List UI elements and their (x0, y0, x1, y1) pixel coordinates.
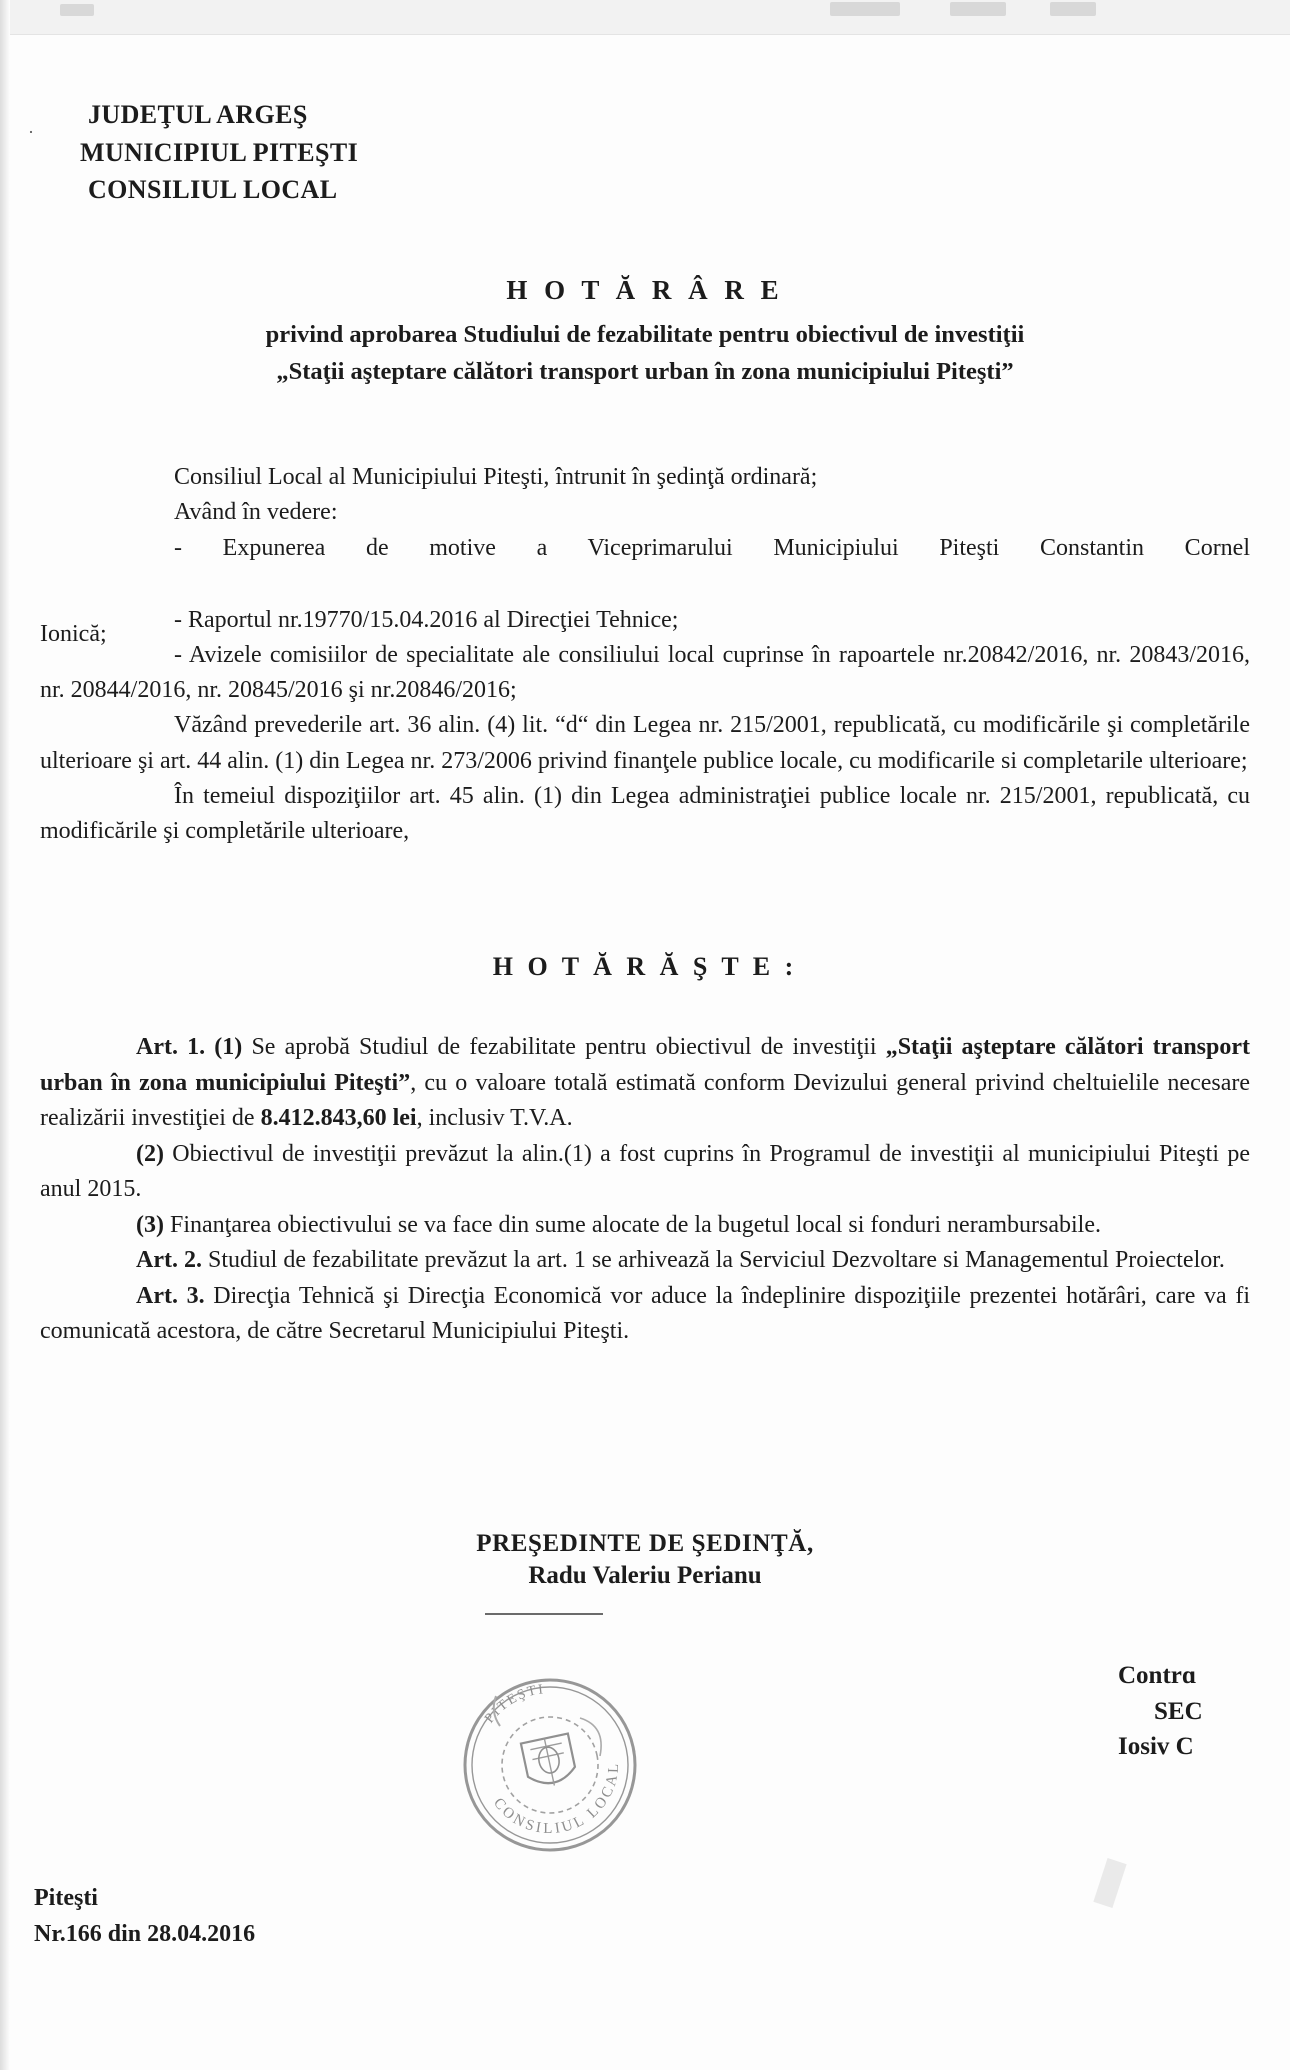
svg-text:CONSILIUL LOCAL: CONSILIUL LOCAL (489, 1760, 623, 1838)
scan-artifact (950, 2, 1006, 16)
scan-top-edge (0, 0, 1290, 35)
article-1-text-b: , cu o valoare totală estimată conform Devizului general privind cheltuielile necesare realizării investiţiei de (40, 1069, 1251, 1132)
header-county: JUDEŢUL ARGEŞ (88, 100, 308, 129)
preamble-paragraph-5: - Avizele comisiilor de specialitate ale consiliului local cuprinse în rapoartele nr.20842/2016, nr. 20843/2016, nr. 20844/2016, nr. 20845/2016 şi nr.20846/2016; (40, 641, 1250, 704)
header-council: CONSILIUL LOCAL (88, 175, 338, 205)
signature-strikethrough-mark (485, 1613, 603, 1615)
official-stamp (430, 1660, 670, 1870)
title-block (0, 275, 1290, 391)
article-3 (40, 1279, 1250, 1350)
document-title: H O T Ă R Â R E (506, 275, 784, 305)
signature-block (0, 1530, 1290, 1590)
article-1 (40, 1030, 1250, 1137)
preamble-paragraph-6: Văzând prevederile art. 36 alin. (4) lit. “d“ din Legea nr. 215/2001, republicată, cu modificările şi completările ulterioare şi art. 44 alin. (1) din Legea nr. 273/2006 privind finanţele publice locale, cu modificarile si completarile ulterioare; (40, 712, 1250, 774)
article-1-para-2-label: (2) (136, 1140, 164, 1167)
article-1-para-3 (40, 1208, 1250, 1244)
document-subtitle (0, 317, 1290, 391)
margin-tick-mark: · (28, 122, 34, 142)
article-1-para-3-label: (3) (136, 1211, 164, 1238)
footer-city: Piteşti (34, 1885, 98, 1911)
preamble-section (40, 460, 1250, 849)
article-3-text: Direcţia Tehnică şi Direcţia Economică vor aduce la îndeplinire dispoziţiile prezentei hotărâri, care va fi comunicată acestora, de către Secretarul Municipiului Piteşti. (40, 1282, 1250, 1345)
article-1-label: Art. 1. (1) (136, 1034, 243, 1060)
preamble-paragraph-7: În temeiul dispoziţiilor art. 45 alin. (1) din Legea administraţiei publice locale nr. 215/2001, republicată, cu modificările şi completările ulterioare, (40, 782, 1250, 845)
scan-artifact (1050, 2, 1096, 16)
svg-text:PITEŞTI: PITEŞTI (482, 1682, 546, 1727)
header-municipality: MUNICIPIUL PITEŞTI (80, 137, 359, 167)
subtitle-line-1: privind aprobarea Studiului de fezabilitate pentru obiectivul de investiţii (265, 321, 1025, 348)
footer-number: Nr.166 din 28.04.2016 (34, 1921, 256, 1947)
article-2-label: Art. 2. (136, 1247, 202, 1274)
countersignature-line-3: Iosiv C (1118, 1733, 1194, 1760)
article-1-para-3-text: Finanţarea obiectivului se va face din sume alocate de la bugetul local si fonduri nerambursabile. (163, 1211, 1101, 1238)
scan-artifact (1093, 1858, 1126, 1908)
countersignature-line-1: Contrɑ (1118, 1662, 1197, 1689)
document-footer (34, 1880, 255, 1952)
signature-name: Radu Valeriu Perianu (528, 1562, 762, 1589)
preamble-paragraph-1: Consiliul Local al Municipiului Piteşti, întrunit în şedinţă ordinară; (174, 464, 818, 490)
article-2 (40, 1243, 1250, 1279)
preamble-paragraph-3: - Expunerea de motive a Viceprimarului Municipiului Piteşti Constantin Cornel (174, 534, 1250, 561)
document-header (80, 96, 358, 209)
article-1-text-a: Se aprobă Studiul de fezabilitate pentru obiectivul de investiţii (242, 1034, 886, 1060)
article-1-text-c: , inclusiv T.V.A. (416, 1105, 573, 1132)
countersignature-line-2: SEC (1154, 1697, 1203, 1725)
scan-artifact (60, 4, 94, 16)
preamble-hanging-word: Ionică; (40, 620, 107, 647)
article-1-para-2 (40, 1137, 1250, 1208)
decision-heading: H O T Ă R Ă Ş T E : (492, 952, 798, 981)
article-1-objective: „Staţii aşteptare călători transport urban în zona municipiului Piteşti” (40, 1034, 1250, 1096)
article-1-para-2-text: Obiectivul de investiţii prevăzut la alin.(1) a fost cuprins în Programul de investiţii al municipiului Piteşti pe anul 2015. (40, 1140, 1250, 1203)
article-3-label: Art. 3. (136, 1282, 205, 1309)
scan-artifact (830, 2, 900, 16)
article-1-amount: 8.412.843,60 lei (260, 1105, 417, 1132)
subtitle-line-2: „Staţii aşteptare călători transport urban în zona municipiului Piteşti” (276, 357, 1014, 385)
preamble-paragraph-2: Având în vedere: (174, 499, 338, 526)
countersignature-block (1070, 1658, 1290, 1765)
article-2-text: Studiul de fezabilitate prevăzut la art. 1 se arhivează la Serviciul Dezvoltare si Managementul Proiectelor. (201, 1247, 1225, 1274)
signature-role: PREŞEDINTE DE ŞEDINŢĂ, (476, 1530, 814, 1557)
preamble-paragraph-4: - Raportul nr.19770/15.04.2016 al Direcţiei Tehnice; (174, 606, 679, 633)
articles-section (40, 1030, 1250, 1350)
